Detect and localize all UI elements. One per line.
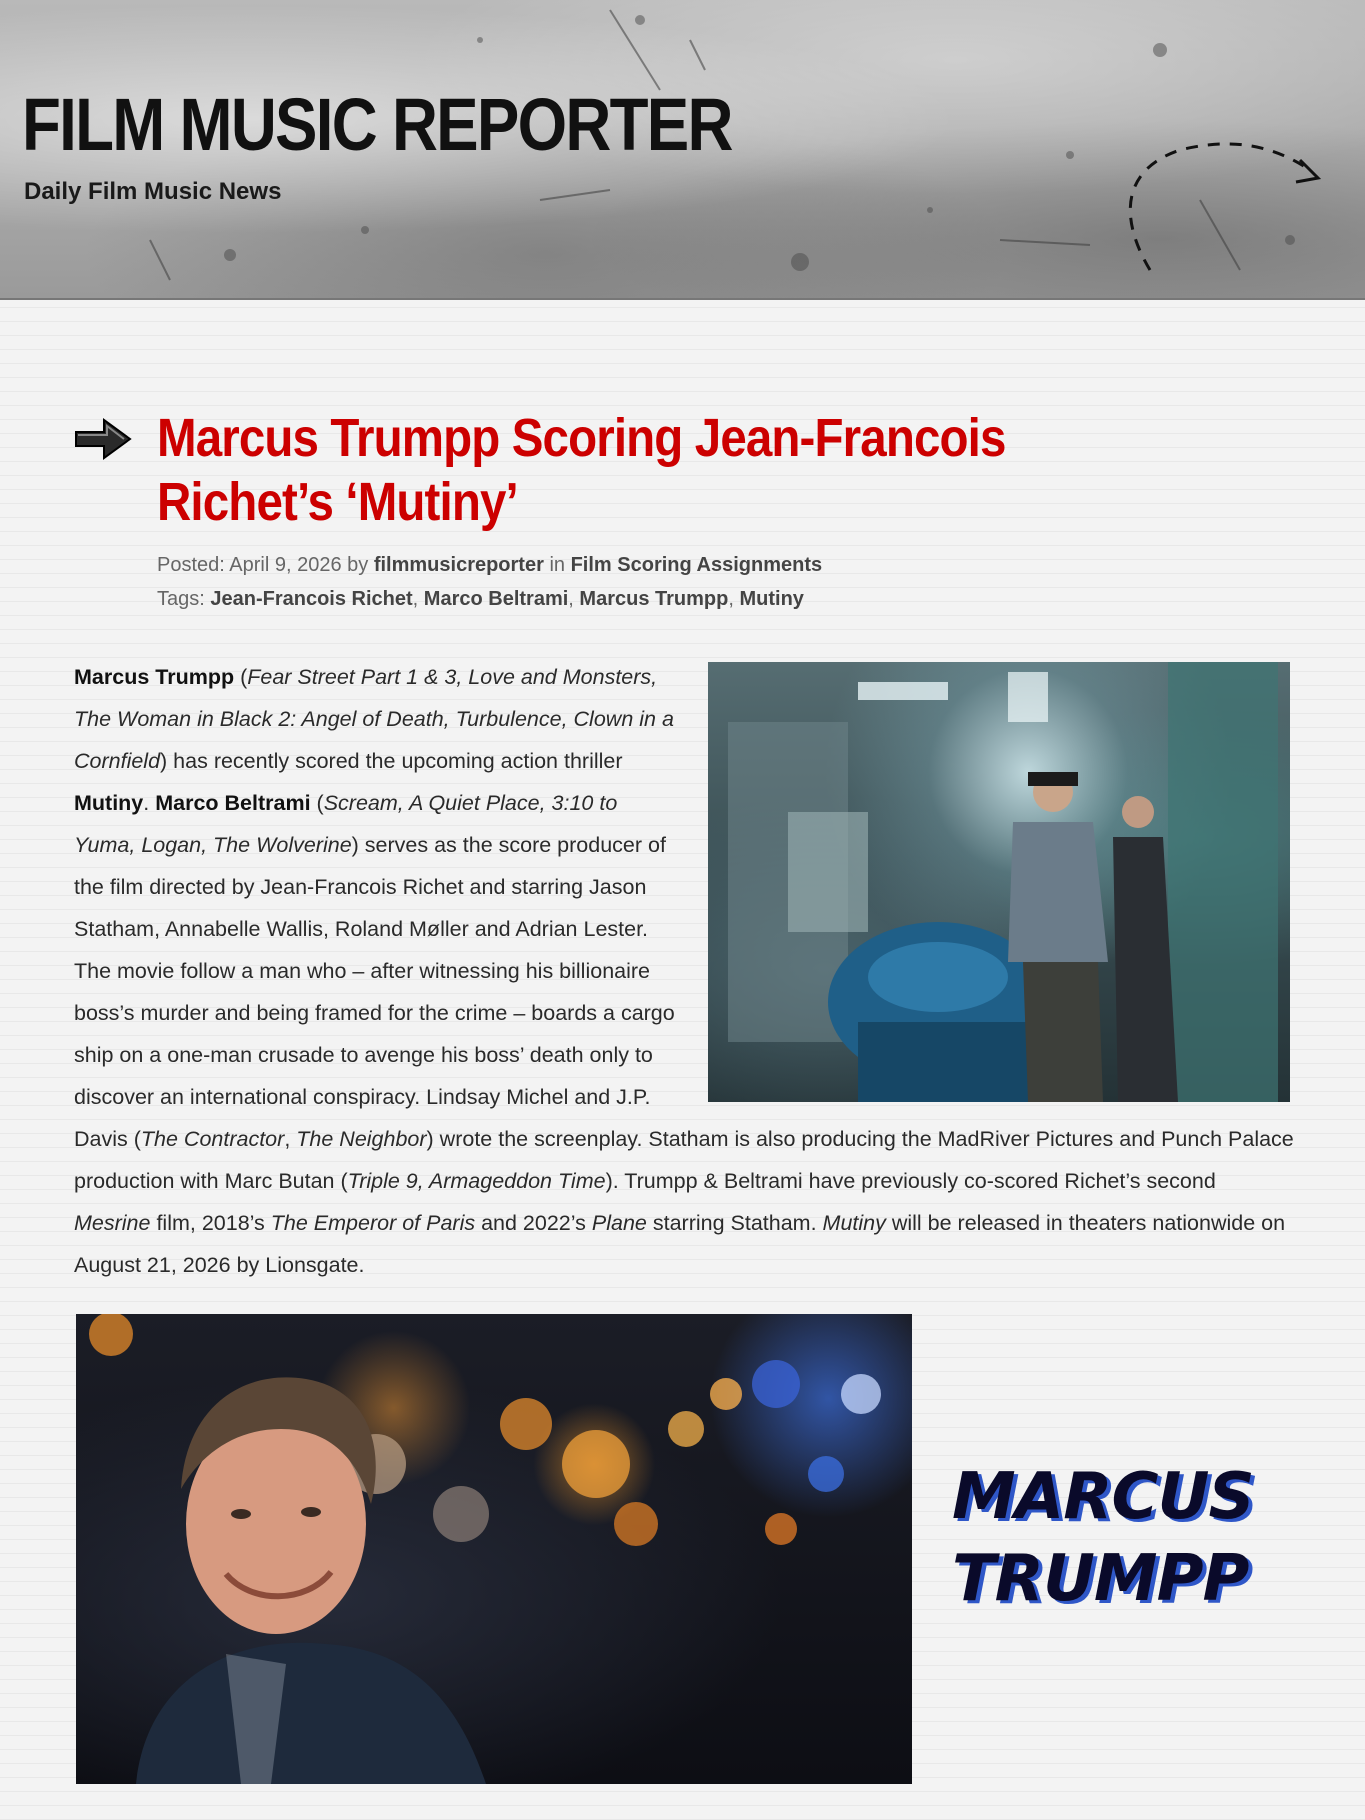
film-credits: Fear Street Part 1 & 3, Love and Monsters, The Woman in Black 2: Angel of Death, Turbulence, Clown in a Cornfield bbox=[74, 665, 674, 773]
body-text: starring Statham. bbox=[646, 1211, 823, 1235]
site-header bbox=[0, 0, 1365, 300]
post-date: April 9, 2026 bbox=[229, 554, 342, 576]
film-title: The Emperor of Paris bbox=[270, 1211, 476, 1235]
article-title-line-1[interactable]: Marcus Trumpp Scoring Jean-Francois bbox=[157, 408, 1006, 468]
body-text: ( bbox=[234, 665, 248, 689]
film-credits: Triple 9, Armageddon Time bbox=[347, 1169, 606, 1193]
tag-link[interactable]: Jean-Francois Richet bbox=[210, 588, 413, 610]
tag-link[interactable]: Marcus Trumpp bbox=[579, 588, 729, 610]
posted-label: Posted: bbox=[157, 554, 225, 576]
film-credits: Scream, A Quiet Place, 3:10 to Yuma, Logan, The Wolverine bbox=[74, 791, 618, 857]
article-title[interactable] bbox=[157, 406, 1037, 534]
tags-label: Tags: bbox=[157, 588, 205, 610]
mutiny-still-image bbox=[708, 662, 1290, 1102]
body-text: ) wrote the screenplay. Statham is also producing the MadRiver Pictures and Punch Palace production with Marc Butan ( bbox=[74, 1127, 1294, 1193]
body-text: , bbox=[284, 1127, 297, 1151]
category-link[interactable]: Film Scoring Assignments bbox=[570, 554, 823, 576]
film-title: The Contractor bbox=[140, 1127, 285, 1151]
film-title: Mesrine bbox=[74, 1211, 151, 1235]
author-link[interactable]: filmmusicreporter bbox=[373, 554, 544, 576]
composer-name-line-1: MARCUS bbox=[952, 1460, 1254, 1534]
body-text: ). Trumpp & Beltrami have previously co-scored Richet’s second bbox=[605, 1169, 1216, 1193]
film-title: Plane bbox=[591, 1211, 647, 1235]
by-label: by bbox=[347, 554, 369, 576]
tag-link[interactable]: Mutiny bbox=[739, 588, 804, 610]
composer-name-line-2: TRUMPP bbox=[952, 1542, 1249, 1616]
post-meta bbox=[157, 554, 1057, 577]
article-body bbox=[74, 656, 1294, 1286]
body-text: ) serves as the score producer of the film directed by Jean-Francois Richet and starring Jason Statham, Annabelle Wallis, Roland Møller and Adrian Lester. The movie follow a man who – after witnessing his billionaire boss’s murder and being framed for the crime – boards a cargo ship on a one-man crusade to avenge his boss’ death only to discover an international conspiracy. Lindsay Michel and J.P. Davis ( bbox=[74, 833, 675, 1151]
film-title: Mutiny bbox=[74, 791, 144, 815]
composer-name-graphic bbox=[952, 1456, 1282, 1620]
ship-engine-room-illustration bbox=[708, 662, 1290, 1102]
composer-portrait-image bbox=[76, 1314, 912, 1784]
producer-name: Marco Beltrami bbox=[155, 791, 311, 815]
body-text: ( bbox=[310, 791, 324, 815]
tag-link[interactable]: Marco Beltrami bbox=[423, 588, 569, 610]
body-text: and 2022’s bbox=[475, 1211, 592, 1235]
body-text: ) has recently scored the upcoming action thriller bbox=[160, 749, 623, 773]
film-title: The Neighbor bbox=[296, 1127, 427, 1151]
article-title-line-2[interactable]: Richet’s ‘Mutiny’ bbox=[157, 472, 518, 532]
in-label: in bbox=[549, 554, 566, 576]
body-text: will be released in theaters nationwide on August 21, 2026 by Lionsgate. bbox=[74, 1211, 1286, 1277]
film-title: Mutiny bbox=[822, 1211, 886, 1235]
composer-name: Marcus Trumpp bbox=[74, 665, 235, 689]
body-text: film, 2018’s bbox=[150, 1211, 271, 1235]
arrow-right-icon bbox=[74, 414, 134, 464]
composer-portrait-illustration bbox=[76, 1314, 912, 1784]
body-text: . bbox=[143, 791, 156, 815]
site-title[interactable]: FILM MUSIC REPORTER bbox=[22, 83, 732, 166]
post-tags: Tags: Jean-Francois Richet, Marco Beltrami, Marcus Trumpp, Mutiny bbox=[157, 588, 804, 610]
site-tagline: Daily Film Music News bbox=[24, 178, 282, 205]
